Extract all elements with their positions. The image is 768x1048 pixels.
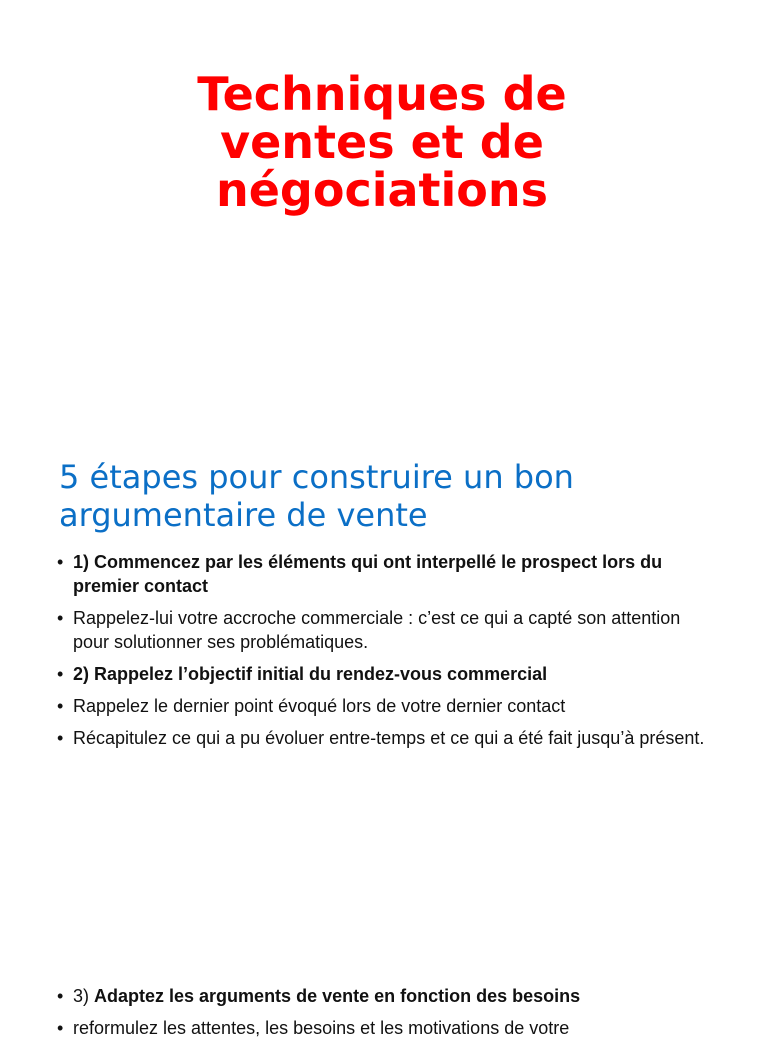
step-heading: Adaptez les arguments de vente en fonction des besoins bbox=[94, 986, 581, 1006]
bullet-icon: • bbox=[57, 728, 64, 748]
slide-title bbox=[120, 67, 644, 217]
bullet-icon: • bbox=[57, 552, 64, 572]
bullet-icon: • bbox=[57, 1018, 64, 1038]
list-item bbox=[57, 662, 717, 686]
title-line-3: négociations bbox=[215, 163, 549, 217]
list-item-text: Rappelez le dernier point évoqué lors de votre dernier contact bbox=[73, 696, 566, 716]
list-item bbox=[57, 550, 717, 598]
bullet-icon: • bbox=[57, 608, 64, 628]
step-heading: 2) Rappelez l’objectif initial du rendez-vous commercial bbox=[73, 664, 548, 684]
step-heading: 1) Commencez par les éléments qui ont interpellé le prospect lors du premier contact bbox=[73, 552, 663, 596]
list-item bbox=[57, 606, 717, 654]
bullet-icon: • bbox=[57, 696, 64, 716]
list-item-text: Rappelez-lui votre accroche commerciale : c’est ce qui a capté son attention pour solutionner ses problématiques. bbox=[73, 608, 681, 652]
title-line-2: ventes et de bbox=[220, 115, 544, 169]
section-heading-line-2: argumentaire de vente bbox=[59, 496, 428, 534]
section-heading bbox=[59, 458, 739, 534]
list-item-text: Récapitulez ce qui a pu évoluer entre-temps et ce qui a été fait jusqu’à présent. bbox=[73, 728, 705, 748]
list-item bbox=[57, 726, 717, 750]
list-item bbox=[57, 1016, 717, 1040]
list-item-text: reformulez les attentes, les besoins et les motivations de votre bbox=[73, 1018, 570, 1038]
section-heading-line-1: 5 étapes pour construire un bon bbox=[59, 458, 574, 496]
title-line-1: Techniques de bbox=[197, 67, 567, 121]
bullet-icon: • bbox=[57, 664, 64, 684]
list-item bbox=[57, 984, 717, 1008]
bullet-list-second bbox=[57, 984, 717, 1048]
list-item bbox=[57, 694, 717, 718]
bullet-list bbox=[57, 550, 717, 758]
bullet-icon: • bbox=[57, 986, 64, 1006]
step-number: 3) bbox=[73, 986, 95, 1006]
